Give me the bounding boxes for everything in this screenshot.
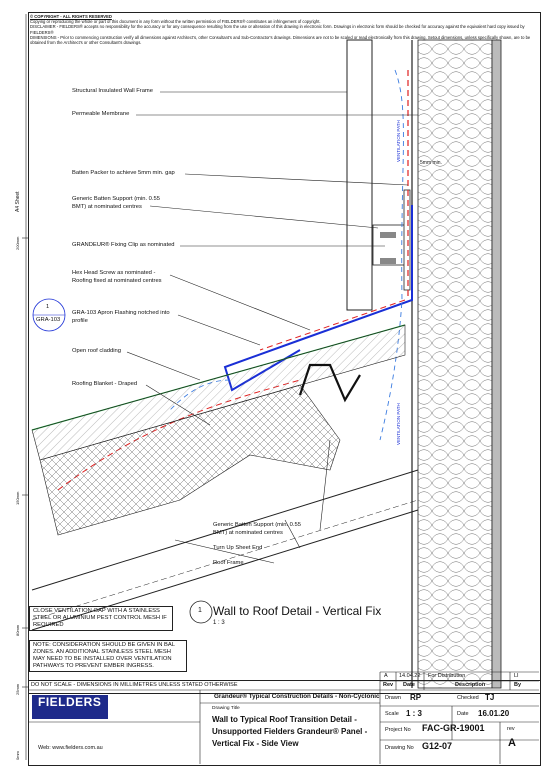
rev-row-date: 14.04.22 — [399, 673, 421, 679]
drawing-no-label: Drawing No — [385, 745, 414, 751]
drawn-value: RP — [410, 693, 422, 702]
label-cladding: Open roof cladding — [72, 348, 121, 354]
mark-80: 80mm — [15, 624, 20, 636]
drawing-title-3: Vertical Fix - Side View — [212, 739, 299, 748]
detail-number: 1 — [198, 607, 202, 614]
drawing-no-value: G12-07 — [422, 741, 453, 751]
label-membrane: Permeable Membrane — [72, 111, 130, 117]
mark-25: 25mm — [15, 683, 20, 695]
callout-number: 1 — [46, 304, 50, 310]
note-bal: NOTE: CONSIDERATION SHOULD BE GIVEN IN BAL ZONES. AN ADDITIONAL STAINLESS STEEL MESH MAY NEED TO BE INSTALLED OVER VENTILATION PATHWAYS TO PREVENT EMBER INGRESS. — [29, 640, 187, 672]
project-label: Project No — [385, 727, 411, 733]
hdr-date: Date — [403, 682, 415, 688]
do-not-scale: DO NOT SCALE - DIMENSIONS IN MILLIMETRES UNLESS STATED OTHERWISE — [31, 682, 238, 688]
dimensions-text: DIMENSIONS - Prior to commencing construction verify all dimensions against Architect's, other Consultant's and Sub-Contractor's drawings. Dimensions are not to be scaled or read electronically from this drawing. Setout dimensions, unless specifically shown, are to be obtained from the Architect's or other Consultant's drawings. — [30, 34, 531, 46]
label-turnup: Turn Up Sheet End — [213, 545, 263, 551]
label-batten2a: Generic Batten Support (min. 0.55 — [213, 522, 301, 528]
label-batten2b: BMT) at nominated centres — [213, 530, 283, 536]
vent-path-label-2: VENTILATION PATH — [396, 403, 401, 445]
copyright-text: Copying or reproducing the whole or part of this document in any form without the written permission of FIELDERS® constitutes an infringement of copyright. — [30, 19, 321, 25]
scale-value: 1 : 3 — [406, 709, 423, 718]
drawing-title-2: Unsupported Fielders Grandeur® Panel - — [212, 727, 368, 736]
label-apron1: GRA-103 Apron Flashing notched into — [72, 310, 170, 316]
a4-sheet-label: A4 Sheet — [15, 191, 21, 212]
vent-path-label-1: VENTILATION PATH — [396, 120, 401, 162]
label-roofframe: Roof Frame — [213, 560, 244, 566]
label-clip: GRANDEUR® Fixing Clip as nominated — [72, 242, 175, 248]
rev-row-by: LI — [514, 673, 519, 679]
hdr-desc: Description — [455, 682, 486, 688]
mark-0: 0mm — [15, 751, 20, 760]
label-siwf: Structural Insulated Wall Frame — [72, 88, 153, 94]
drawing-title-1: Wall to Typical Roof Transition Detail - — [212, 715, 357, 724]
mark-150: 150mm — [15, 491, 20, 505]
label-screw1: Hex Head Screw as nominated - — [72, 270, 156, 276]
date-label: Date — [457, 711, 469, 717]
label-blanket: Roofing Blanket - Draped — [72, 381, 138, 387]
website: Web: www.fielders.com.au — [38, 745, 103, 751]
rev-value: A — [508, 737, 516, 749]
copyright-heading: © COPYRIGHT - ALL RIGHTS RESERVED — [30, 14, 112, 19]
mark-200: 200mm — [15, 236, 20, 250]
label-gap: 5mm min. — [420, 160, 442, 166]
rev-row-desc: For Distribution — [428, 673, 466, 679]
series-title: Grandeur® Typical Construction Details - Non-Cyclonic — [214, 693, 380, 700]
hdr-by: By — [514, 682, 522, 688]
label-batten1a: Generic Batten Support (min. 0.55 — [72, 196, 160, 202]
disclaimer-text: DISCLAIMER - FIELDERS® accepts no responsibility for the accuracy or for any consequence resulting from the use or alteration of this drawing in electronic form. Drawings in electronic form should be checked for accuracy against the equivalent hard copy issued by FIELDERS® — [30, 24, 525, 35]
drawn-label: Drawn — [385, 695, 401, 701]
callout-reference: GRA-103 — [36, 317, 61, 323]
label-packer: Batten Packer to achieve 5mm min. gap — [72, 170, 175, 176]
rev-label: rev — [507, 726, 515, 732]
note-ventilation: CLOSE VENTILATION GAP WITH A STAINLESS STEEL OR ALUMINIUM PEST CONTROL MESH IF REQUIRED — [29, 606, 173, 631]
drawing-title-label: Drawing Title — [212, 706, 240, 711]
project-value: FAC-GR-19001 — [422, 723, 485, 733]
scale-label: Scale — [385, 711, 399, 717]
detail-scale: 1 : 3 — [213, 620, 225, 626]
checked-label: Checked — [457, 695, 479, 701]
rev-row-rev: A — [384, 673, 388, 679]
fielders-logo: FIELDERS — [38, 695, 102, 709]
checked-value: TJ — [485, 693, 495, 702]
label-apron2: profile — [72, 318, 88, 324]
label-screw2: Roofing fixed at nominated centres — [72, 278, 162, 284]
date-value: 16.01.20 — [478, 709, 510, 718]
label-batten1b: BMT) at nominated centres — [72, 204, 142, 210]
detail-title: Wall to Roof Detail - Vertical Fix — [213, 604, 382, 618]
hdr-rev: Rev — [383, 682, 394, 688]
